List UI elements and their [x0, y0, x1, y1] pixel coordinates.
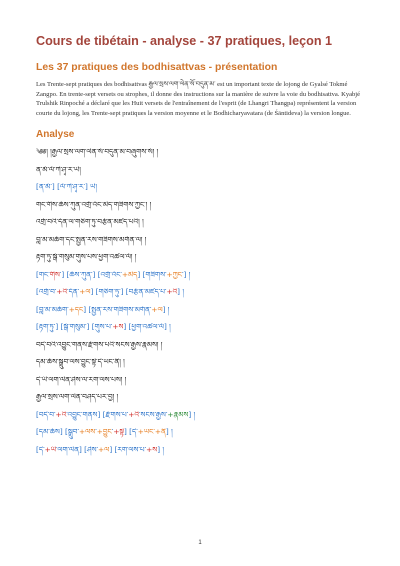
- tibetan-segment: ] །: [165, 428, 173, 436]
- tibetan-segment: [འགྲོ་བ་: [36, 288, 57, 296]
- tibetan-segment: +འི: [55, 410, 67, 419]
- tibetan-line: [36, 166, 366, 184]
- tibetan-line: [36, 288, 366, 306]
- tibetan-segment: ] །: [162, 305, 170, 314]
- tibetan-segment: ་: [111, 428, 114, 436]
- tibetan-segment: ་] [ཆོས་ཀུན་] [འགྲོ་འོང་: [59, 270, 122, 279]
- tibetan-segment: [དེ་: [36, 445, 45, 454]
- tibetan-segment: +ལ: [98, 445, 110, 454]
- tibetan-line: [36, 358, 366, 376]
- tibetan-segment: [རྟག་ཏུ་] [སྒོ་གསུམ་] [གུས་པ་: [36, 323, 113, 331]
- tibetan-segment: +འི: [166, 288, 178, 296]
- tibetan-line: [36, 446, 366, 464]
- tibetan-segment: གང་གིས་ཆོས་ཀུན་འགྲོ་འོང་མེད་གཟིགས་ཀྱང་། །: [36, 200, 152, 209]
- tibetan-segment: +རྣམས: [167, 410, 189, 419]
- tibetan-segment: རྒྱལ་སྲས་ལག་ལེན་བཤད་པར་བྱ། །: [36, 393, 119, 401]
- tibetan-segment: +མེད: [121, 270, 138, 279]
- tibetan-segment: +བྱུང: [96, 428, 112, 436]
- tibetan-segment: +ས: [146, 445, 158, 454]
- tibetan-line: [36, 201, 366, 219]
- analysis-heading: Analyse: [36, 129, 75, 140]
- tibetan-line: [36, 253, 366, 271]
- tibetan-segment: འགྲོ་བའི་དོན་ལ་གཅིག་ཏུ་བརྩོན་མཛད་པའི། །: [36, 218, 144, 226]
- tibetan-segment: [དམ་ཆོས] [སྒྲུབ་: [36, 428, 79, 436]
- tibetan-segment: ] [གཟིགས་: [137, 270, 167, 279]
- tibetan-line: [36, 393, 366, 411]
- tibetan-segment: ] །: [188, 410, 196, 419]
- tibetan-segment: ] [ཕྱག་འཚལ་ལོ] །: [123, 323, 171, 331]
- tibetan-segment: [གང་: [36, 270, 50, 279]
- intro-paragraph: Les Trente-sept pratiques des bodhisattvas རྒྱལ་སྲས་ལག་ལེན་སོ་བདུན་མ་ est un important texte de lojong de Gyalsé Tokmé Zangpo. En trente-sept versets ou strophes, il donne des instructions sur la manière de suivre la voie du bodhisattva. Kyabjé Trulshik Rinpoché a déclaré que les Huit versets de l'entraînement de l'esprit (de Lhangri Thangpa) représentent la version courte du lojong, les Trente-sept pratiques la version moyenne et le Bodhicharyavatara (de Śāntideva) la version longue.: [36, 81, 360, 117]
- tibetan-segment: ] །: [177, 288, 184, 296]
- tibetan-segment: +ལས: [79, 428, 96, 436]
- tibetan-segment: +ལ: [151, 305, 163, 314]
- tibetan-line: [36, 411, 366, 429]
- tibetan-segment: +ཡི: [44, 445, 57, 454]
- tibetan-segment: ་] །: [182, 270, 191, 279]
- tibetan-segment: ་དོན་: [67, 288, 80, 296]
- tibetan-segment: ན་མོ་ལོ་ཀེ་ཤྭ་ར་ཡེ།: [36, 165, 81, 174]
- tibetan-segment: [བླ་མ་མཆོག་: [36, 305, 69, 314]
- tibetan-segment: +ཡང་+ནི: [137, 428, 166, 436]
- page-title: Cours de tibétain - analyse - 37 pratiques, leçon 1: [36, 34, 333, 48]
- tibetan-segment: ] [དེ་: [124, 428, 138, 436]
- tibetan-line: [36, 306, 366, 324]
- tibetan-segment: +ཀྱང: [166, 270, 182, 279]
- tibetan-segment: ་: [95, 428, 97, 436]
- document-page: [36, 34, 366, 463]
- tibetan-line: [36, 236, 366, 254]
- tibetan-line: [36, 148, 366, 166]
- tibetan-segment: +ལ: [79, 288, 91, 296]
- tibetan-line: [36, 323, 366, 341]
- tibetan-segment: [ན་མོ་] [ལོ་ཀེ་ཤྭ་ར་] ཡེ།: [36, 183, 98, 191]
- tibetan-segment: ་སངས་རྒྱས་: [139, 410, 168, 419]
- tibetan-segment: རྟག་ཏུ་སྒོ་གསུམ་གུས་པས་ཕྱག་འཚལ་ལོ། །: [36, 253, 137, 261]
- tibetan-line: [36, 271, 366, 289]
- tibetan-analysis: [36, 148, 366, 463]
- tibetan-segment: +སྟེ: [113, 428, 124, 436]
- tibetan-line: [36, 428, 366, 446]
- tibetan-segment: བདེ་བའི་འབྱུང་གནས་རྫོགས་པའི་སངས་རྒྱས་རྣམས། །: [36, 340, 163, 349]
- tibetan-segment: དེ་ཡི་ལག་ལེན་ཤེས་ལ་རག་ལས་པས། །: [36, 375, 127, 384]
- tibetan-segment: ] །: [157, 445, 164, 454]
- tibetan-segment: +དང: [68, 305, 84, 314]
- tibetan-segment: +ས: [112, 323, 124, 331]
- tibetan-segment: +འི: [56, 288, 68, 296]
- tibetan-line: [36, 183, 366, 201]
- tibetan-segment: ] [རག་ལས་པ་: [109, 445, 147, 454]
- tibetan-line: [36, 341, 366, 359]
- tibetan-segment: བླ་མ་མཆོག་དང་སྤྱན་རས་གཟིགས་མགོན་ལ། །: [36, 235, 147, 244]
- tibetan-segment: ་ལག་ལེན] [ཤེས་: [56, 445, 99, 454]
- tibetan-segment: ་འབྱུང་གནས] [རྫོགས་པ་: [66, 410, 129, 419]
- section-title: Les 37 pratiques des bodhisattvas - présentation: [36, 62, 278, 73]
- tibetan-line: [36, 218, 366, 236]
- tibetan-line: [36, 376, 366, 394]
- page-number: 1: [198, 540, 202, 546]
- tibetan-segment: དམ་ཆོས་སྒྲུབ་ལས་བྱུང་སྟེ་དེ་ཡང་ནི། །: [36, 358, 125, 366]
- tibetan-segment: ] [སྤྱན་རས་གཟིགས་མགོན་: [83, 305, 152, 314]
- tibetan-segment: +འི: [128, 410, 139, 419]
- tibetan-segment: ] [གཅིག་ཏུ་] [བརྩོན་མཛད་པ་: [90, 288, 167, 296]
- tibetan-segment: ༄༅། །རྒྱལ་སྲས་ལག་ལེན་སོ་བདུན་མ་བཞུགས་སོ། །: [36, 148, 159, 156]
- tibetan-segment: གིས: [49, 270, 60, 279]
- tibetan-segment: [བདེ་བ་: [36, 410, 56, 419]
